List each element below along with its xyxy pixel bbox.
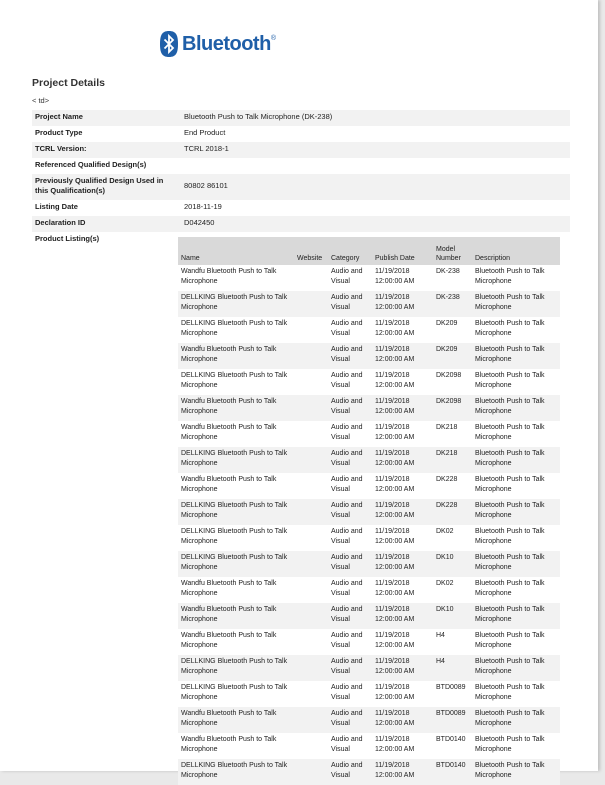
detail-label: Declaration ID [35,218,86,227]
table-cell [294,759,328,785]
table-cell: Audio and Visual [331,424,363,441]
column-header: Publish Date [372,237,433,265]
table-cell: 11/19/2018 12:00:00 AM [375,580,415,597]
td-tag-text: < td> [32,96,50,105]
table-cell [294,265,328,291]
table-cell: Bluetooth Push to Talk Microphone [475,528,545,545]
table-cell: 11/19/2018 12:00:00 AM [375,294,415,311]
table-row [178,317,560,343]
table-cell [294,525,328,551]
column-header: Website [294,237,328,265]
table-row [178,603,560,629]
table-cell: 11/19/2018 12:00:00 AM [375,554,415,571]
table-cell: Bluetooth Push to Talk Microphone [475,684,545,701]
detail-label: Product Type [35,128,83,137]
table-cell: DELLKING Bluetooth Push to Talk Microphone [181,450,288,467]
table-cell: DK10 [436,554,454,561]
table-cell [294,577,328,603]
table-cell: Audio and Visual [331,502,363,519]
table-cell: Bluetooth Push to Talk Microphone [475,424,545,441]
table-cell: 11/19/2018 12:00:00 AM [375,606,415,623]
table-row [178,759,560,785]
table-cell: Audio and Visual [331,346,363,363]
table-cell: Wandfu Bluetooth Push to Talk Microphone [181,736,277,753]
table-cell [294,473,328,499]
table-cell: DK2098 [436,398,462,405]
detail-value: 2018-11-19 [184,202,222,211]
table-cell: Bluetooth Push to Talk Microphone [475,320,545,337]
detail-row [32,200,570,216]
table-cell: DK10 [436,606,454,613]
table-row [178,525,560,551]
table-cell: Wandfu Bluetooth Push to Talk Microphone [181,424,277,441]
detail-value [178,158,570,174]
table-cell: Bluetooth Push to Talk Microphone [475,606,545,623]
table-cell: Wandfu Bluetooth Push to Talk Microphone [181,580,277,597]
table-cell: Audio and Visual [331,554,363,571]
table-row [178,395,560,421]
table-cell: 11/19/2018 12:00:00 AM [375,346,415,363]
table-header-row [178,237,560,265]
table-cell: Bluetooth Push to Talk Microphone [475,502,545,519]
table-cell: Bluetooth Push to Talk Microphone [475,450,545,467]
table-cell [294,655,328,681]
table-row [178,499,560,525]
table-cell: DELLKING Bluetooth Push to Talk Microphone [181,320,288,337]
table-cell: 11/19/2018 12:00:00 AM [375,684,415,701]
table-cell: 11/19/2018 12:00:00 AM [375,502,415,519]
table-row [178,707,560,733]
table-cell: Wandfu Bluetooth Push to Talk Microphone [181,398,277,415]
detail-row [32,126,570,142]
table-cell: Bluetooth Push to Talk Microphone [475,268,545,285]
table-row [178,733,560,759]
detail-row [32,158,570,174]
table-cell: Bluetooth Push to Talk Microphone [475,294,545,311]
table-cell: BTD0089 [436,710,466,717]
column-header: Description [472,237,560,265]
table-cell: 11/19/2018 12:00:00 AM [375,320,415,337]
table-cell: Audio and Visual [331,606,363,623]
bluetooth-rune-icon [160,31,178,57]
table-cell: Bluetooth Push to Talk Microphone [475,398,545,415]
table-cell: Bluetooth Push to Talk Microphone [475,476,545,493]
detail-label: Product Listing(s) [35,234,100,243]
table-cell: DELLKING Bluetooth Push to Talk Microphone [181,528,288,545]
table-row [178,265,560,291]
table-row [178,447,560,473]
table-row [178,551,560,577]
table-cell: BTD0089 [436,684,466,691]
table-cell: BTD0140 [436,736,466,743]
table-cell: 11/19/2018 12:00:00 AM [375,372,415,389]
table-cell: Audio and Visual [331,736,363,753]
table-cell [294,447,328,473]
table-cell: H4 [436,632,445,639]
table-cell: Audio and Visual [331,580,363,597]
table-cell: Audio and Visual [331,450,363,467]
table-cell: 11/19/2018 12:00:00 AM [375,450,415,467]
table-cell: Bluetooth Push to Talk Microphone [475,372,545,389]
table-cell: BTD0140 [436,762,466,769]
table-cell: DK218 [436,450,458,457]
table-cell: Wandfu Bluetooth Push to Talk Microphone [181,346,277,363]
table-row [178,343,560,369]
table-row [178,577,560,603]
table-cell [294,551,328,577]
table-cell: 11/19/2018 12:00:00 AM [375,424,415,441]
detail-label: Project Name [35,112,83,121]
detail-value: Bluetooth Push to Talk Microphone (DK-238) [184,112,333,121]
table-cell [294,395,328,421]
detail-row [32,216,570,232]
table-cell: DK2098 [436,372,462,379]
detail-label: Referenced Qualified Design(s) [35,160,147,169]
table-cell: Wandfu Bluetooth Push to Talk Microphone [181,606,277,623]
table-cell: 11/19/2018 12:00:00 AM [375,658,415,675]
table-cell: DK228 [436,502,458,509]
table-cell: H4 [436,658,445,665]
project-details [32,110,570,248]
column-header: Category [328,237,372,265]
detail-row [32,174,570,200]
detail-value: D042450 [184,218,215,227]
table-cell: Wandfu Bluetooth Push to Talk Microphone [181,632,277,649]
table-cell: 11/19/2018 12:00:00 AM [375,476,415,493]
table-cell: Audio and Visual [331,294,363,311]
table-cell [294,603,328,629]
table-cell: Bluetooth Push to Talk Microphone [475,736,545,753]
product-listing-table [178,237,560,785]
table-cell: DK228 [436,476,458,483]
detail-value: 80802 86101 [184,181,228,190]
table-cell: DK02 [436,580,454,587]
table-cell [294,369,328,395]
table-cell: DK218 [436,424,458,431]
table-cell: Audio and Visual [331,268,363,285]
detail-label: Previously Qualified Design Used in this Qualification(s) [35,176,164,195]
bluetooth-logo [160,30,276,58]
table-cell: 11/19/2018 12:00:00 AM [375,398,415,415]
table-cell: 11/19/2018 12:00:00 AM [375,632,415,649]
table-cell: Bluetooth Push to Talk Microphone [475,554,545,571]
table-cell [294,681,328,707]
table-cell: 11/19/2018 12:00:00 AM [375,528,415,545]
column-header: Name [178,237,294,265]
table-cell: Wandfu Bluetooth Push to Talk Microphone [181,268,277,285]
table-cell: DELLKING Bluetooth Push to Talk Microphone [181,684,288,701]
table-cell [294,421,328,447]
table-cell: Audio and Visual [331,372,363,389]
table-cell: DELLKING Bluetooth Push to Talk Microphone [181,294,288,311]
table-cell [294,707,328,733]
table-cell [294,629,328,655]
table-cell: Bluetooth Push to Talk Microphone [475,762,545,779]
table-cell: DK-238 [436,294,460,301]
table-cell: Bluetooth Push to Talk Microphone [475,658,545,675]
table-cell: Audio and Visual [331,398,363,415]
table-cell: 11/19/2018 12:00:00 AM [375,736,415,753]
detail-row [32,142,570,158]
table-cell: DK209 [436,320,458,327]
table-cell: DK02 [436,528,454,535]
table-row [178,369,560,395]
table-cell: DELLKING Bluetooth Push to Talk Microphone [181,372,288,389]
table-row [178,681,560,707]
table-cell: Wandfu Bluetooth Push to Talk Microphone [181,476,277,493]
section-title: Project Details [32,77,105,89]
table-cell: Audio and Visual [331,684,363,701]
detail-value: TCRL 2018-1 [184,144,229,153]
table-cell: Audio and Visual [331,658,363,675]
table-cell: Audio and Visual [331,632,363,649]
table-cell: Wandfu Bluetooth Push to Talk Microphone [181,710,277,727]
table-cell [294,499,328,525]
table-cell: 11/19/2018 12:00:00 AM [375,710,415,727]
table-row [178,473,560,499]
table-row [178,421,560,447]
table-row [178,291,560,317]
detail-label: Listing Date [35,202,78,211]
table-cell: Audio and Visual [331,528,363,545]
table-cell: Bluetooth Push to Talk Microphone [475,580,545,597]
table-cell: Audio and Visual [331,710,363,727]
table-row [178,629,560,655]
table-cell: Audio and Visual [331,762,363,779]
detail-row [32,110,570,126]
table-cell: DELLKING Bluetooth Push to Talk Microphone [181,762,288,779]
table-cell: Audio and Visual [331,476,363,493]
table-cell [294,343,328,369]
table-cell: DELLKING Bluetooth Push to Talk Microphone [181,502,288,519]
table-cell [294,317,328,343]
detail-label: TCRL Version: [35,144,87,153]
column-header: Model Number [433,237,472,265]
table-cell [294,733,328,759]
table-cell: DELLKING Bluetooth Push to Talk Microphone [181,554,288,571]
table-cell: Bluetooth Push to Talk Microphone [475,710,545,727]
table-cell: DK-238 [436,268,460,275]
table-cell: Bluetooth Push to Talk Microphone [475,632,545,649]
registered-mark: ® [270,34,276,42]
table-cell: Audio and Visual [331,320,363,337]
table-cell [294,291,328,317]
table-cell: DELLKING Bluetooth Push to Talk Microphone [181,658,288,675]
table-cell: 11/19/2018 12:00:00 AM [375,268,415,285]
brand-wordmark: Bluetooth [182,32,271,55]
table-row [178,655,560,681]
table-cell: DK209 [436,346,458,353]
table-cell: 11/19/2018 12:00:00 AM [375,762,415,779]
detail-value: End Product [184,128,226,137]
table-cell: Bluetooth Push to Talk Microphone [475,346,545,363]
